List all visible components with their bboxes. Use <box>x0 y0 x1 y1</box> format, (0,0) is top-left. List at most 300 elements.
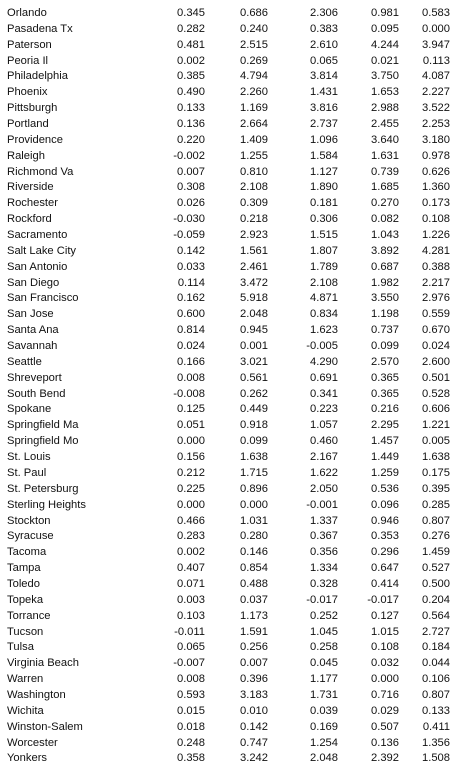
value-cell-col2: 0.896 <box>240 482 268 495</box>
city-name-cell: Phoenix <box>7 86 48 99</box>
value-cell-col2: 1.638 <box>240 451 268 464</box>
value-cell-col1: -0.059 <box>173 229 205 242</box>
value-cell-col2: 0.146 <box>240 546 268 559</box>
value-cell-col2: 0.001 <box>240 340 268 353</box>
city-name-cell: Raleigh <box>7 149 45 162</box>
value-cell-col3: 1.807 <box>310 244 338 257</box>
city-name-cell: Tampa <box>7 562 41 575</box>
table-row <box>5 625 450 641</box>
value-cell-col2: 1.591 <box>240 625 268 638</box>
value-cell-col4: 2.392 <box>371 752 399 765</box>
table-row <box>5 69 450 85</box>
value-cell-col4: 0.739 <box>371 165 399 178</box>
value-cell-col5: 0.395 <box>422 482 450 495</box>
city-name-cell: Richmond Va <box>7 165 74 178</box>
value-cell-col2: 0.488 <box>240 577 268 590</box>
value-cell-col5: 0.411 <box>422 720 450 733</box>
city-name-cell: Santa Ana <box>7 324 59 337</box>
value-cell-col5: 0.175 <box>422 466 450 479</box>
value-cell-col1: 0.385 <box>177 70 205 83</box>
table-row <box>5 196 450 212</box>
city-name-cell: Rockford <box>7 213 52 226</box>
value-cell-col2: 1.255 <box>240 149 268 162</box>
value-cell-col1: 0.345 <box>177 7 205 19</box>
value-cell-col5: 1.508 <box>422 752 450 765</box>
city-name-cell: San Diego <box>7 276 60 289</box>
value-cell-col1: 0.407 <box>177 562 205 575</box>
value-cell-col3: -0.001 <box>306 498 338 511</box>
value-cell-col3: 0.306 <box>310 213 338 226</box>
value-cell-col2: 1.169 <box>240 102 268 115</box>
table-row <box>5 38 450 54</box>
value-cell-col5: 2.600 <box>422 355 450 368</box>
value-cell-col3: 1.127 <box>310 165 338 178</box>
value-cell-col3: 1.057 <box>310 419 338 432</box>
value-cell-col1: 0.283 <box>177 530 205 543</box>
value-cell-col4: 0.032 <box>371 657 399 670</box>
city-name-cell: Winston-Salem <box>7 720 83 733</box>
value-cell-col3: 0.065 <box>310 54 338 67</box>
value-cell-col4: 1.259 <box>371 466 399 479</box>
city-name-cell: Torrance <box>7 609 51 622</box>
city-name-cell: Worcester <box>7 736 58 749</box>
city-name-cell: Warren <box>7 673 44 686</box>
value-cell-col1: 0.248 <box>177 736 205 749</box>
table-row <box>5 529 450 545</box>
value-cell-col4: 0.536 <box>371 482 399 495</box>
value-cell-col2: 0.280 <box>240 530 268 543</box>
table-row <box>5 514 450 530</box>
city-name-cell: St. Louis <box>7 451 51 464</box>
table-row <box>5 291 450 307</box>
value-cell-col2: 1.715 <box>240 466 268 479</box>
city-name-cell: Stockton <box>7 514 51 527</box>
value-cell-col1: 0.024 <box>177 340 205 353</box>
value-cell-col5: 0.583 <box>422 7 450 19</box>
city-name-cell: Pasadena Tx <box>7 22 73 35</box>
value-cell-col2: 0.686 <box>240 7 268 19</box>
value-cell-col2: 1.561 <box>240 244 268 257</box>
value-cell-col4: 0.946 <box>371 514 399 527</box>
table-row <box>5 85 450 101</box>
value-cell-col1: 0.466 <box>177 514 205 527</box>
value-cell-col5: 0.807 <box>422 688 450 701</box>
value-cell-col1: 0.600 <box>177 308 205 321</box>
value-cell-col1: 0.133 <box>177 102 205 115</box>
value-cell-col3: 0.045 <box>310 657 338 670</box>
value-cell-col5: 0.106 <box>422 673 450 686</box>
value-cell-col5: 4.087 <box>422 70 450 83</box>
value-cell-col1: 0.033 <box>177 260 205 273</box>
city-name-cell: Sterling Heights <box>7 498 86 511</box>
value-cell-col2: 3.021 <box>240 355 268 368</box>
value-cell-col2: 0.010 <box>240 704 268 717</box>
city-name-cell: Sacramento <box>7 229 68 242</box>
value-cell-col1: 0.166 <box>177 355 205 368</box>
table-row <box>5 656 450 672</box>
value-cell-col1: 0.103 <box>177 609 205 622</box>
value-cell-col2: 1.409 <box>240 133 268 146</box>
table-row <box>5 402 450 418</box>
value-cell-col4: 1.982 <box>371 276 399 289</box>
value-cell-col3: 0.252 <box>310 609 338 622</box>
city-name-cell: Tulsa <box>7 641 34 654</box>
value-cell-col4: 0.270 <box>371 197 399 210</box>
value-cell-col4: 0.108 <box>371 641 399 654</box>
value-cell-col4: 0.095 <box>371 22 399 35</box>
value-cell-col4: 1.631 <box>371 149 399 162</box>
value-cell-col3: 1.731 <box>310 688 338 701</box>
value-cell-col4: 3.640 <box>371 133 399 146</box>
city-name-cell: Springfield Ma <box>7 419 79 432</box>
value-cell-col4: 0.414 <box>371 577 399 590</box>
value-cell-col1: 0.008 <box>177 371 205 384</box>
value-cell-col4: 0.096 <box>371 498 399 511</box>
value-cell-col4: 1.198 <box>371 308 399 321</box>
value-cell-col1: 0.007 <box>177 165 205 178</box>
value-cell-col1: 0.018 <box>177 720 205 733</box>
city-name-cell: Topeka <box>7 593 44 606</box>
table-row <box>5 323 450 339</box>
value-cell-col1: 0.142 <box>177 244 205 257</box>
value-cell-col2: 1.031 <box>240 514 268 527</box>
value-cell-col4: 0.981 <box>371 7 399 19</box>
value-cell-col1: -0.030 <box>173 213 205 226</box>
city-name-cell: Paterson <box>7 38 52 51</box>
value-cell-col1: 0.358 <box>177 752 205 765</box>
table-row <box>5 101 450 117</box>
value-cell-col4: 0.647 <box>371 562 399 575</box>
value-cell-col1: 0.008 <box>177 673 205 686</box>
value-cell-col5: 0.000 <box>422 22 450 35</box>
value-cell-col4: 2.455 <box>371 118 399 131</box>
table-row <box>5 561 450 577</box>
value-cell-col5: 0.285 <box>422 498 450 511</box>
value-cell-col5: 0.133 <box>422 704 450 717</box>
city-name-cell: Salt Lake City <box>7 244 77 257</box>
table-row <box>5 180 450 196</box>
value-cell-col1: 0.225 <box>177 482 205 495</box>
table-body <box>5 6 450 767</box>
value-cell-col3: 1.254 <box>310 736 338 749</box>
value-cell-col5: 1.638 <box>422 451 450 464</box>
value-cell-col4: 0.127 <box>371 609 399 622</box>
value-cell-col3: 1.177 <box>310 673 338 686</box>
value-cell-col5: 0.388 <box>422 260 450 273</box>
table-row <box>5 545 450 561</box>
city-name-cell: Washington <box>7 688 66 701</box>
city-name-cell: South Bend <box>7 387 66 400</box>
value-cell-col4: 0.296 <box>371 546 399 559</box>
value-cell-col4: 0.365 <box>371 387 399 400</box>
value-cell-col3: 0.834 <box>310 308 338 321</box>
city-name-cell: St. Petersburg <box>7 482 79 495</box>
value-cell-col2: 0.396 <box>240 673 268 686</box>
value-cell-col1: 0.814 <box>177 324 205 337</box>
table-row <box>5 260 450 276</box>
value-cell-col4: 0.082 <box>371 213 399 226</box>
value-cell-col3: 1.096 <box>310 133 338 146</box>
value-cell-col5: 2.253 <box>422 118 450 131</box>
table-row <box>5 371 450 387</box>
value-cell-col5: 4.281 <box>422 244 450 257</box>
table-row <box>5 149 450 165</box>
value-cell-col5: 0.564 <box>422 609 450 622</box>
value-cell-col2: 3.242 <box>240 752 268 765</box>
value-cell-col3: 1.789 <box>310 260 338 273</box>
value-cell-col2: 0.269 <box>240 54 268 67</box>
value-cell-col4: 0.353 <box>371 530 399 543</box>
value-cell-col2: 0.142 <box>240 720 268 733</box>
table-row <box>5 751 450 767</box>
table-row <box>5 22 450 38</box>
value-cell-col2: 5.918 <box>240 292 268 305</box>
value-cell-col5: 0.005 <box>422 435 450 448</box>
table-row <box>5 434 450 450</box>
city-name-cell: Tacoma <box>7 546 47 559</box>
value-cell-col2: 2.048 <box>240 308 268 321</box>
value-cell-col2: 0.000 <box>240 498 268 511</box>
city-data-table <box>5 6 450 767</box>
value-cell-col1: -0.008 <box>173 387 205 400</box>
table-row <box>5 355 450 371</box>
table-row <box>5 244 450 260</box>
city-name-cell: Seattle <box>7 355 42 368</box>
table-row <box>5 228 450 244</box>
value-cell-col3: 4.871 <box>310 292 338 305</box>
value-cell-col5: 0.500 <box>422 577 450 590</box>
city-name-cell: Pittsburgh <box>7 102 58 115</box>
value-cell-col2: 0.262 <box>240 387 268 400</box>
value-cell-col5: 3.947 <box>422 38 450 51</box>
value-cell-col5: 0.527 <box>422 562 450 575</box>
value-cell-col1: -0.007 <box>173 657 205 670</box>
city-name-cell: Virginia Beach <box>7 657 79 670</box>
value-cell-col4: 0.216 <box>371 403 399 416</box>
value-cell-col1: 0.220 <box>177 133 205 146</box>
value-cell-col3: 0.691 <box>310 371 338 384</box>
value-cell-col3: 0.356 <box>310 546 338 559</box>
value-cell-col5: 0.606 <box>422 403 450 416</box>
value-cell-col4: 4.244 <box>371 38 399 51</box>
value-cell-col3: -0.005 <box>306 340 338 353</box>
value-cell-col4: 3.550 <box>371 292 399 305</box>
city-name-cell: Philadelphia <box>7 70 68 83</box>
value-cell-col4: 1.015 <box>371 625 399 638</box>
value-cell-col2: 2.923 <box>240 229 268 242</box>
value-cell-col3: 2.048 <box>310 752 338 765</box>
value-cell-col1: 0.136 <box>177 118 205 131</box>
value-cell-col5: 0.501 <box>422 371 450 384</box>
value-cell-col2: 3.183 <box>240 688 268 701</box>
value-cell-col4: 0.507 <box>371 720 399 733</box>
value-cell-col3: 0.460 <box>310 435 338 448</box>
value-cell-col3: 2.306 <box>310 7 338 19</box>
table-row <box>5 688 450 704</box>
value-cell-col1: 0.593 <box>177 688 205 701</box>
value-cell-col1: 0.071 <box>177 577 205 590</box>
table-row <box>5 720 450 736</box>
value-cell-col2: 1.173 <box>240 609 268 622</box>
value-cell-col5: 0.978 <box>422 149 450 162</box>
table-row <box>5 577 450 593</box>
value-cell-col3: 2.108 <box>310 276 338 289</box>
value-cell-col2: 2.260 <box>240 86 268 99</box>
value-cell-col2: 0.561 <box>240 371 268 384</box>
value-cell-col5: 0.044 <box>422 657 450 670</box>
value-cell-col1: 0.162 <box>177 292 205 305</box>
value-cell-col3: 0.223 <box>310 403 338 416</box>
value-cell-col1: 0.481 <box>177 38 205 51</box>
city-name-cell: Shreveport <box>7 371 62 384</box>
value-cell-col4: 2.570 <box>371 355 399 368</box>
value-cell-col5: 0.024 <box>422 340 450 353</box>
city-name-cell: Springfield Mo <box>7 435 79 448</box>
city-name-cell: Providence <box>7 133 63 146</box>
value-cell-col4: 1.449 <box>371 451 399 464</box>
value-cell-col2: 3.472 <box>240 276 268 289</box>
table-row <box>5 339 450 355</box>
city-name-cell: Yonkers <box>7 752 48 765</box>
city-name-cell: Peoria Il <box>7 54 49 67</box>
value-cell-col5: 1.356 <box>422 736 450 749</box>
value-cell-col3: 1.623 <box>310 324 338 337</box>
table-row <box>5 466 450 482</box>
value-cell-col1: 0.026 <box>177 197 205 210</box>
value-cell-col1: 0.282 <box>177 22 205 35</box>
value-cell-col2: 2.108 <box>240 181 268 194</box>
table-row <box>5 307 450 323</box>
value-cell-col1: 0.490 <box>177 86 205 99</box>
value-cell-col3: 1.622 <box>310 466 338 479</box>
value-cell-col5: 2.227 <box>422 86 450 99</box>
value-cell-col4: 0.029 <box>371 704 399 717</box>
value-cell-col1: 0.156 <box>177 451 205 464</box>
value-cell-col2: 0.218 <box>240 213 268 226</box>
city-name-cell: San Jose <box>7 308 54 321</box>
value-cell-col1: 0.000 <box>177 435 205 448</box>
value-cell-col2: 0.240 <box>240 22 268 35</box>
value-cell-col4: 0.021 <box>371 54 399 67</box>
value-cell-col3: 1.334 <box>310 562 338 575</box>
table-row <box>5 6 450 22</box>
value-cell-col5: 1.221 <box>422 419 450 432</box>
table-row <box>5 165 450 181</box>
value-cell-col2: 0.945 <box>240 324 268 337</box>
value-cell-col2: 2.461 <box>240 260 268 273</box>
city-name-cell: Toledo <box>7 577 40 590</box>
table-row <box>5 54 450 70</box>
value-cell-col3: 0.039 <box>310 704 338 717</box>
value-cell-col5: 0.559 <box>422 308 450 321</box>
city-name-cell: Tucson <box>7 625 44 638</box>
value-cell-col5: 0.113 <box>422 54 450 67</box>
value-cell-col2: 0.918 <box>240 419 268 432</box>
value-cell-col3: 2.167 <box>310 451 338 464</box>
value-cell-col3: 0.181 <box>310 197 338 210</box>
value-cell-col4: 0.136 <box>371 736 399 749</box>
value-cell-col1: -0.011 <box>174 625 205 638</box>
value-cell-col2: 0.449 <box>240 403 268 416</box>
value-cell-col2: 0.854 <box>240 562 268 575</box>
city-name-cell: Spokane <box>7 403 52 416</box>
value-cell-col3: 1.045 <box>310 625 338 638</box>
value-cell-col3: 1.337 <box>310 514 338 527</box>
value-cell-col2: 0.037 <box>240 593 268 606</box>
table-row <box>5 593 450 609</box>
value-cell-col1: 0.125 <box>177 403 205 416</box>
value-cell-col3: 2.050 <box>310 482 338 495</box>
value-cell-col2: 0.256 <box>240 641 268 654</box>
table-row <box>5 117 450 133</box>
value-cell-col3: -0.017 <box>306 593 338 606</box>
table-row <box>5 276 450 292</box>
value-cell-col2: 2.515 <box>240 38 268 51</box>
value-cell-col5: 0.626 <box>422 165 450 178</box>
value-cell-col3: 0.367 <box>310 530 338 543</box>
value-cell-col4: 0.687 <box>371 260 399 273</box>
value-cell-col4: 1.685 <box>371 181 399 194</box>
value-cell-col3: 0.258 <box>310 641 338 654</box>
city-name-cell: Riverside <box>7 181 54 194</box>
value-cell-col4: 0.737 <box>371 324 399 337</box>
value-cell-col5: 1.459 <box>422 546 450 559</box>
value-cell-col5: 0.670 <box>422 324 450 337</box>
value-cell-col3: 2.610 <box>310 38 338 51</box>
value-cell-col3: 0.328 <box>310 577 338 590</box>
value-cell-col1: 0.114 <box>177 276 205 289</box>
value-cell-col2: 0.810 <box>240 165 268 178</box>
value-cell-col5: 0.807 <box>422 514 450 527</box>
value-cell-col5: 3.180 <box>422 133 450 146</box>
value-cell-col3: 0.169 <box>310 720 338 733</box>
value-cell-col4: 0.000 <box>371 673 399 686</box>
value-cell-col1: 0.003 <box>177 593 205 606</box>
city-name-cell: Orlando <box>7 7 47 19</box>
value-cell-col3: 3.816 <box>310 102 338 115</box>
city-name-cell: Wichita <box>7 704 44 717</box>
table-row <box>5 609 450 625</box>
value-cell-col1: 0.212 <box>177 466 205 479</box>
table-row <box>5 736 450 752</box>
table-row <box>5 704 450 720</box>
table-row <box>5 450 450 466</box>
value-cell-col4: 2.988 <box>371 102 399 115</box>
value-cell-col4: 1.653 <box>371 86 399 99</box>
city-name-cell: Rochester <box>7 197 58 210</box>
value-cell-col5: 0.173 <box>422 197 450 210</box>
value-cell-col1: 0.015 <box>177 704 205 717</box>
value-cell-col4: 3.892 <box>371 244 399 257</box>
city-name-cell: Portland <box>7 118 49 131</box>
value-cell-col5: 2.727 <box>422 625 450 638</box>
value-cell-col3: 1.515 <box>310 229 338 242</box>
value-cell-col4: 3.750 <box>371 70 399 83</box>
value-cell-col4: 1.457 <box>371 435 399 448</box>
table-row <box>5 212 450 228</box>
city-name-cell: St. Paul <box>7 466 47 479</box>
table-row <box>5 640 450 656</box>
table-row <box>5 482 450 498</box>
value-cell-col3: 3.814 <box>310 70 338 83</box>
table-row <box>5 387 450 403</box>
value-cell-col4: 1.043 <box>371 229 399 242</box>
city-name-cell: San Francisco <box>7 292 79 305</box>
value-cell-col4: 0.099 <box>371 340 399 353</box>
value-cell-col4: 2.295 <box>371 419 399 432</box>
value-cell-col5: 0.276 <box>422 530 450 543</box>
table-row <box>5 498 450 514</box>
